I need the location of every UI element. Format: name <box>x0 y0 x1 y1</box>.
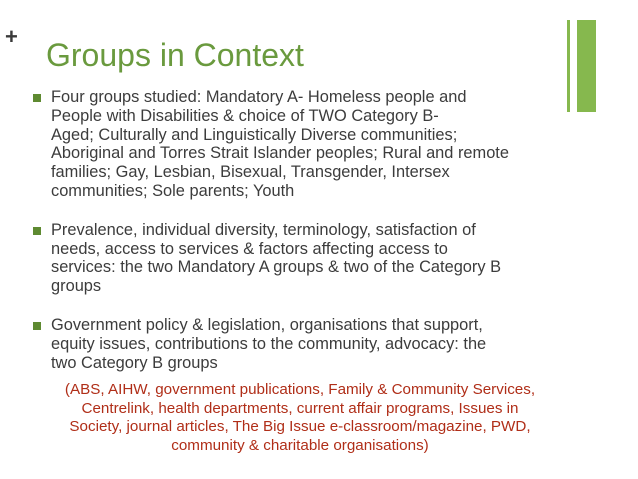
sources-line: (ABS, AIHW, government publications, Family & Community Services, <box>64 381 536 398</box>
sources-line: community & charitable organisations) <box>171 436 429 454</box>
bullet-line: needs, access to services & factors affecting access to <box>51 239 448 258</box>
bullet-item <box>30 221 550 296</box>
square-bullet-icon <box>33 94 41 102</box>
plus-mark: + <box>5 24 18 49</box>
sources-line: Society, journal articles, The Big Issue e-classroom/magazine, PWD, <box>69 418 531 436</box>
sources-note <box>24 381 576 455</box>
accent-bar-thick <box>577 20 596 112</box>
sources-line: Centrelink, health departments, current affair programs, Issues in <box>81 399 519 417</box>
bullet-line: families; Gay, Lesbian, Bisexual, Transgender, Intersex <box>51 163 450 182</box>
bullet-line: groups <box>51 277 102 296</box>
bullet-item <box>30 316 550 372</box>
bullet-item <box>30 88 550 201</box>
bullet-line: People with Disabilities & choice of TWO Category B- <box>51 106 439 125</box>
bullet-line: Aged; Culturally and Linguistically Diverse communities; <box>51 125 458 144</box>
accent-bar-thin <box>567 20 570 112</box>
bullet-line: two Category B groups <box>51 353 218 372</box>
bullet-line: services: the two Mandatory A groups & two of the Category B <box>51 258 502 277</box>
bullet-list <box>30 88 550 372</box>
bullet-line: Four groups studied: Mandatory A- Homeless people and <box>51 88 467 106</box>
bullet-line: communities; Sole parents; Youth <box>51 181 295 200</box>
bullet-line: Government policy & legislation, organisations that support, <box>51 315 483 334</box>
bullet-line: Prevalence, individual diversity, terminology, satisfaction of <box>51 220 476 239</box>
slide-title: Groups in Context <box>46 37 304 73</box>
bullet-line: equity issues, contributions to the community, advocacy: the <box>51 334 487 353</box>
square-bullet-icon <box>33 227 41 235</box>
square-bullet-icon <box>33 322 41 330</box>
bullet-line: Aboriginal and Torres Strait Islander peoples; Rural and remote <box>51 144 509 163</box>
